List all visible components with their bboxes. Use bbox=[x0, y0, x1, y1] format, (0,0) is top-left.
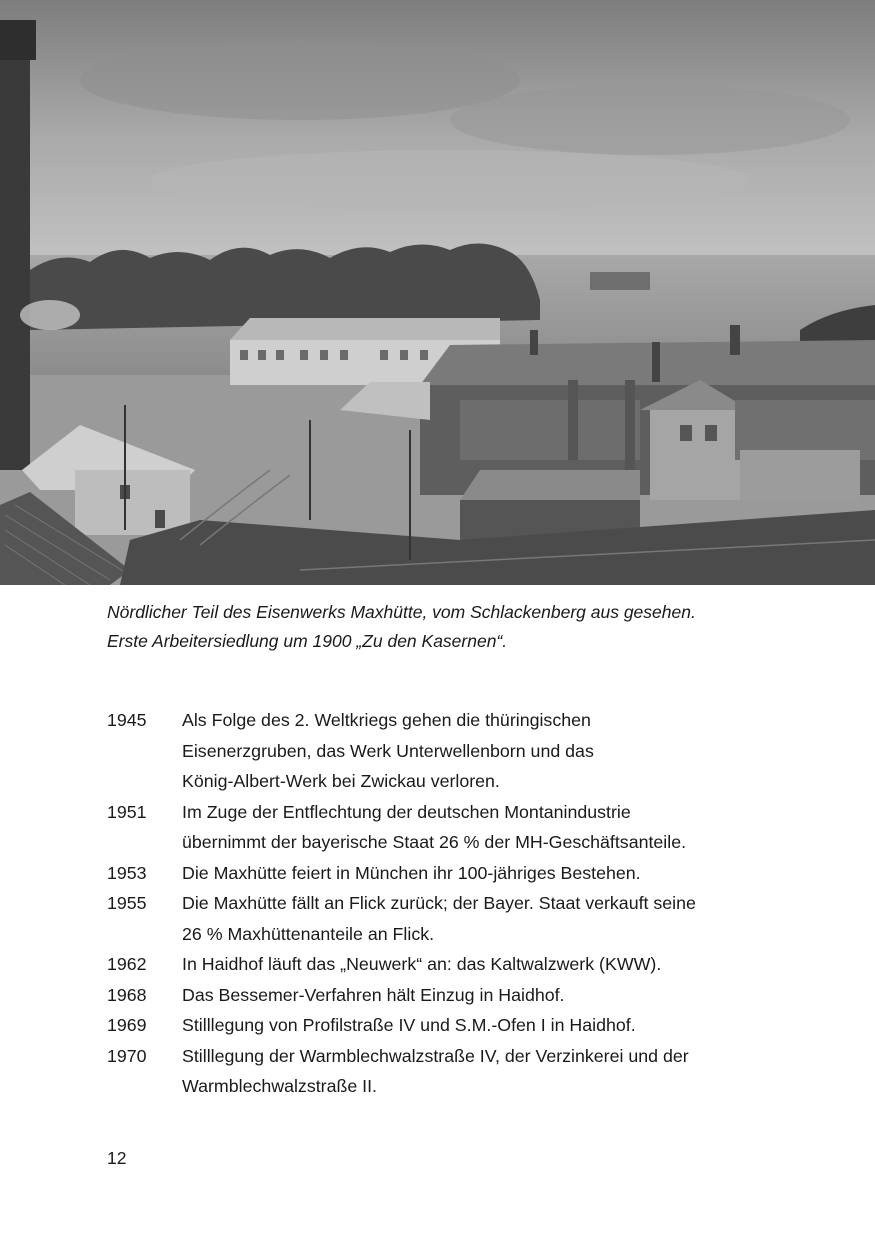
entry-text-line: Eisenerzgruben, das Werk Unterwellenborn und das bbox=[182, 740, 594, 761]
entry-text bbox=[182, 1010, 787, 1041]
entry-text bbox=[182, 888, 787, 949]
entry-text-line: Im Zuge der Entflechtung der deutschen Montanindustrie bbox=[182, 801, 631, 822]
entry-text bbox=[182, 980, 787, 1011]
historic-photo bbox=[0, 0, 875, 585]
entry-text-line: 26 % Maxhüttenanteile an Flick. bbox=[182, 923, 435, 944]
entry-text bbox=[182, 858, 787, 889]
caption-line: Erste Arbeitersiedlung um 1900 „Zu den Kasernen“. bbox=[107, 631, 508, 651]
timeline-entry-1951 bbox=[107, 797, 787, 858]
entry-text bbox=[182, 1041, 787, 1102]
timeline-entry-1970 bbox=[107, 1041, 787, 1102]
timeline bbox=[107, 705, 787, 1102]
entry-text bbox=[182, 705, 787, 797]
entry-text bbox=[182, 949, 787, 980]
entry-year: 1962 bbox=[107, 954, 147, 974]
timeline-entry-1969 bbox=[107, 1010, 787, 1041]
entry-text-line: In Haidhof läuft das „Neuwerk“ an: das Kaltwalzwerk (KWW). bbox=[182, 954, 662, 974]
entry-year: 1955 bbox=[107, 893, 147, 913]
entry-year: 1945 bbox=[107, 710, 147, 730]
entry-text-line: übernimmt der bayerische Staat 26 % der MH-Geschäftsanteile. bbox=[182, 832, 687, 852]
timeline-entry-1945 bbox=[107, 705, 787, 797]
entry-year: 1969 bbox=[107, 1015, 147, 1035]
entry-text-line: Als Folge des 2. Weltkriegs gehen die thüringischen bbox=[182, 710, 591, 730]
timeline-entry-1955 bbox=[107, 888, 787, 949]
photo-caption bbox=[107, 598, 807, 656]
entry-year: 1953 bbox=[107, 862, 147, 883]
timeline-entry-1953 bbox=[107, 858, 787, 889]
entry-text-line: Stilllegung der Warmblechwalzstraße IV, der Verzinkerei und der bbox=[182, 1045, 689, 1066]
entry-text-line: Die Maxhütte fällt an Flick zurück; der Bayer. Staat verkauft seine bbox=[182, 893, 696, 913]
page-number: 12 bbox=[107, 1148, 127, 1168]
caption-line: Nördlicher Teil des Eisenwerks Maxhütte, vom Schlackenberg aus gesehen. bbox=[107, 602, 696, 622]
timeline-entry-1968 bbox=[107, 980, 787, 1011]
entry-text-line: Das Bessemer-Verfahren hält Einzug in Haidhof. bbox=[182, 984, 565, 1005]
entry-year: 1970 bbox=[107, 1045, 147, 1066]
entry-text-line: Die Maxhütte feiert in München ihr 100-jähriges Bestehen. bbox=[182, 862, 641, 883]
entry-text-line: Warmblechwalzstraße II. bbox=[182, 1076, 377, 1096]
entry-text-line: König-Albert-Werk bei Zwickau verloren. bbox=[182, 771, 500, 791]
entry-year: 1951 bbox=[107, 801, 147, 822]
timeline-entry-1962 bbox=[107, 949, 787, 980]
entry-year: 1968 bbox=[107, 984, 147, 1005]
entry-text bbox=[182, 797, 787, 858]
entry-text-line: Stilllegung von Profilstraße IV und S.M.-Ofen I in Haidhof. bbox=[182, 1015, 636, 1035]
